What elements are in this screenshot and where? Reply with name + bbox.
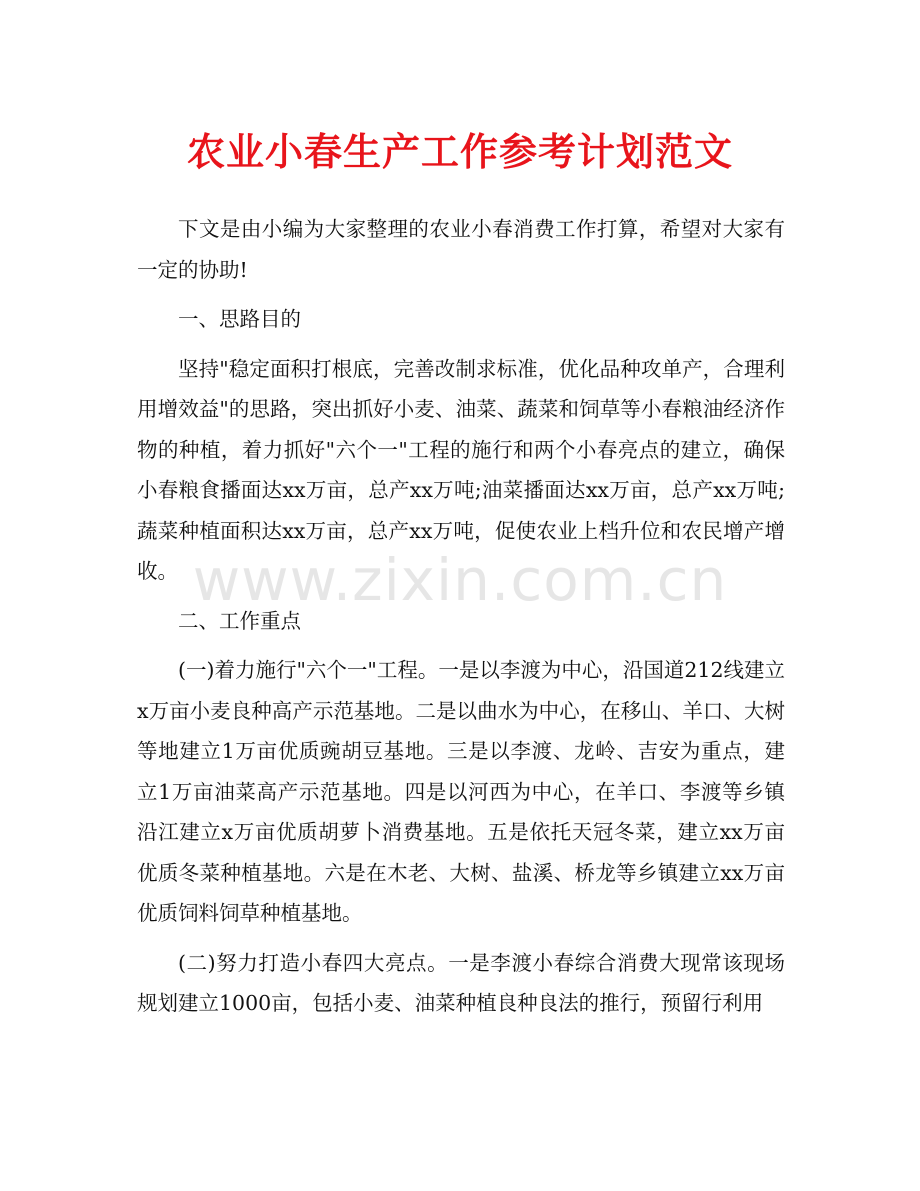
focus-paragraph-two: (二)努力打造小春四大亮点。一是李渡小春综合消费大现常该现场规划建立1000亩，包括小麦、油菜种植良种良法的推行，预留行利用 [137,950,785,1015]
focus-paragraph-one: (一)着力施行"六个一"工程。一是以李渡为中心，沿国道212线建立x万亩小麦良种高产示范基地。二是以曲水为中心，在移山、羊口、大树等地建立1万亩优质豌胡豆基地。三是以李渡、龙岭、吉安为重点，建立1万亩油菜高产示范基地。四是以河西为中心，在羊口、李渡等乡镇沿江建立x万亩优质胡萝卜消费基地。五是依托天冠冬菜，建立xx万亩优质冬菜种植基地。六是在木老、大树、盐溪、桥龙等乡镇建立xx万亩优质饲料饲草种植基地。 [137,658,785,925]
goals-paragraph: 坚持"稳定面积打根底，完善改制求标准，优化品种攻单产，合理利用增效益"的思路，突出抓好小麦、油菜、蔬菜和饲草等小春粮油经济作物的种植，着力抓好"六个一"工程的施行和两个小春亮点的建立，确保小春粮食播面达xx万亩，总产xx万吨;油菜播面达xx万亩，总产xx万吨;蔬菜种植面积达xx万亩，总产xx万吨，促使农业上档升位和农民增产增收。 [137,356,785,583]
section-heading-focus: 二、工作重点 [178,608,301,633]
section-heading-goals: 一、思路目的 [178,307,301,331]
document-body [137,209,785,1024]
watermark-text: www.zixin.com.cn [192,546,728,614]
intro-paragraph: 下文是由小编为大家整理的农业小春消费工作打算，希望对大家有一定的协助! [137,217,785,282]
document-title: 农业小春生产工作参考计划范文 [186,130,733,174]
